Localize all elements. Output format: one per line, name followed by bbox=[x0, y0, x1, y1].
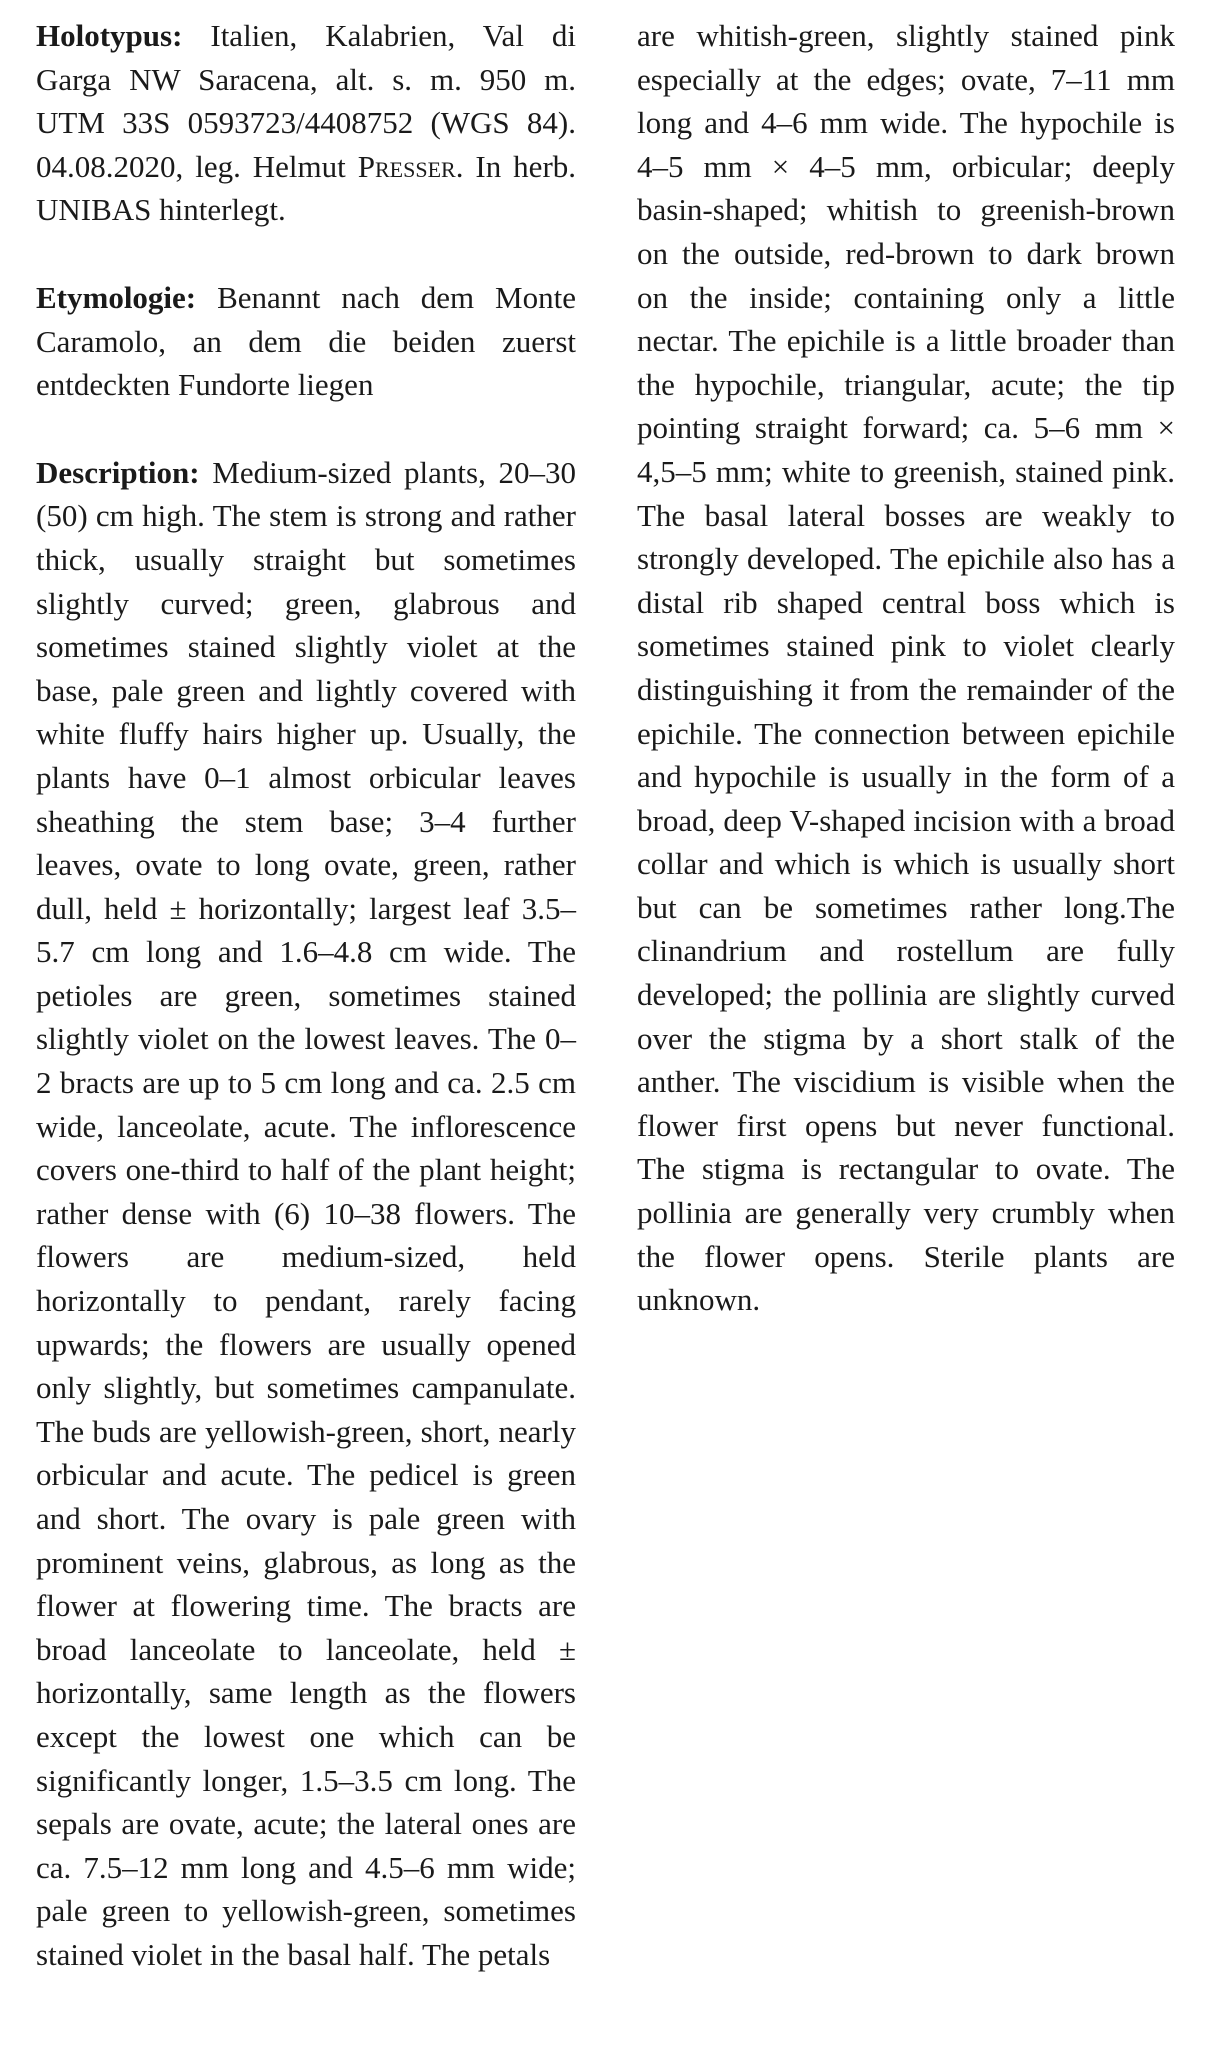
holotypus-paragraph bbox=[36, 14, 576, 232]
paragraph-gap bbox=[36, 407, 576, 451]
right-column bbox=[637, 14, 1175, 1322]
paragraph-gap bbox=[36, 232, 576, 276]
collector-name: Presser bbox=[357, 148, 456, 184]
description-label: Description: bbox=[36, 454, 200, 490]
description-paragraph bbox=[36, 451, 576, 1977]
holotypus-label: Holotypus: bbox=[36, 18, 183, 53]
etymologie-paragraph bbox=[36, 276, 576, 407]
left-column bbox=[36, 14, 576, 1977]
description-text: Medium-sized plants, 20–30 (50) cm high. The stem is strong and rather thick, usually straight but sometimes slightly curved; green, glabrous and sometimes stained slightly violet at the base, pale green and lightly covered with white fluffy hairs higher up. Usually, the plants have 0–1 almost orbicular leaves sheathing the stem base; 3–4 further leaves, ovate to long ovate, green, rather dull, held ± horizontally; largest leaf 3.5–5.7 cm long and 1.6–4.8 cm wide. The petioles are green, sometimes stained slightly violet on the lowest leaves. The 0–2 bracts are up to 5 cm long and ca. 2.5 cm wide, lanceolate, acute. The inflorescence covers one-third to half of the plant height; rather dense with (6) 10–38 flowers. The flowers are medium-sized, held horizontally to pendant, rarely facing upwards; the flowers are usually opened only slightly, but sometimes campanulate. The buds are yellowish-green, short, nearly orbicular and acute. The pedicel is green and short. The ovary is pale green with prominent veins, glabrous, as long as the flower at flowering time. The bracts are broad lanceolate to lanceolate, held ± horizontally, same length as the flowers except the lowest one which can be significantly longer, 1.5–3.5 cm long. The sepals are ovate, acute; the lateral ones are ca. 7.5–12 mm long and 4.5–6 mm wide; pale green to yellowish-green, sometimes stained violet in the basal half. The petals bbox=[36, 454, 576, 1972]
holotypus-text-end: . In herb. UNIBAS hinterlegt. bbox=[36, 148, 577, 228]
etymologie-text: Benannt nach dem Monte Caramolo, an dem die beiden zuerst entdeckten Fundorte liegen bbox=[36, 279, 576, 403]
etymologie-label: Etymologie: bbox=[36, 279, 197, 315]
description-continuation: are whitish-green, slightly stained pink especially at the edges; ovate, 7–11 mm long and 4–6 mm wide. The hypochile is 4–5 mm × 4–5 mm, orbicular; deeply basin-shaped; whitish to greenish-brown on the outside, red-brown to dark brown on the inside; containing only a little nectar. The epichile is a little broader than the hypochile, triangular, acute; the tip pointing straight forward; ca. 5–6 mm × 4,5–5 mm; white to greenish, stained pink. The basal lateral bosses are weakly to strongly developed. The epichile also has a distal rib shaped central boss which is sometimes stained pink to violet clearly distinguishing it from the remainder of the epichile. The connection between epichile and hypochile is usually in the form of a broad, deep V-shaped incision with a broad collar and which is which is usually short but can be sometimes rather long.The clinandrium and rostellum are fully developed; the pollinia are slightly curved over the stigma by a short stalk of the anther. The viscidium is visible when the flower first opens but never functional. The stigma is rectangular to ovate. The pollinia are generally very crumbly when the flower opens. Sterile plants are unknown. bbox=[637, 18, 1175, 1318]
holotypus-text: Italien, Kalabrien, Val di Garga NW Saracena, alt. s. m. 950 m. UTM 33S 0593723/4408752 (WGS 84). 04.08.2020, leg. Helmut bbox=[36, 18, 576, 184]
